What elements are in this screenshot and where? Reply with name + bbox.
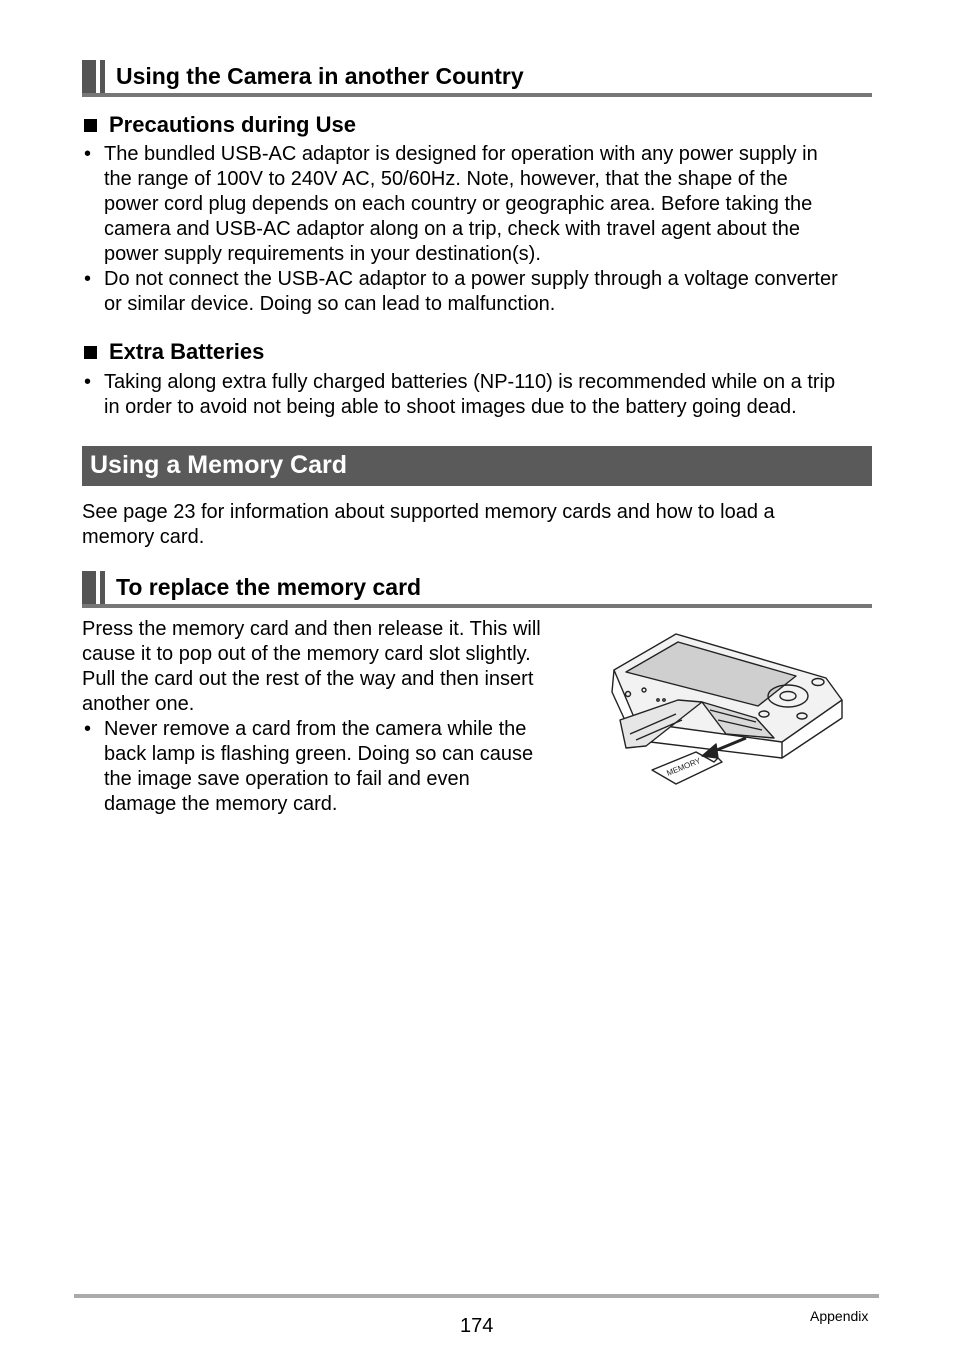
section-banner-memory-card	[82, 446, 872, 486]
text-line: another one.	[82, 693, 195, 715]
text-line: the image save operation to fail and even	[104, 768, 470, 790]
text-line: the range of 100V to 240V AC, 50/60Hz. Note, however, that the shape of the	[104, 168, 788, 190]
banner-title: Using a Memory Card	[90, 451, 348, 479]
text-line: Never remove a card from the camera while the	[104, 718, 527, 740]
bullet-dot: •	[84, 143, 92, 165]
footer-rule	[74, 1294, 879, 1298]
subheading-text: Extra Batteries	[109, 339, 265, 364]
subheading-precautions	[84, 112, 356, 138]
text-line: damage the memory card.	[104, 793, 338, 815]
square-bullet-icon	[84, 346, 97, 359]
heading-bar-marker-thin	[100, 60, 105, 96]
text-line: See page 23 for information about supported memory cards and how to load a	[82, 501, 775, 523]
text-line: power cord plug depends on each country or geographic area. Before taking the	[104, 193, 813, 215]
text-line: power supply requirements in your destination(s).	[104, 243, 541, 265]
text-line: The bundled USB-AC adaptor is designed for operation with any power supply in	[104, 143, 818, 165]
camera-memory-card-illustration	[606, 630, 846, 786]
text-line: in order to avoid not being able to shoot images due to the battery going dead.	[104, 396, 797, 418]
bullet-text	[104, 717, 533, 817]
text-line: memory card.	[82, 526, 205, 548]
subheading-extra-batteries	[84, 339, 264, 365]
text-line: Press the memory card and then release it. This will	[82, 618, 541, 640]
text-line: Taking along extra fully charged batteries (NP-110) is recommended while on a trip	[104, 371, 836, 393]
text-line: cause it to pop out of the memory card slot slightly.	[82, 643, 531, 665]
heading-bar-marker-thin	[100, 571, 105, 607]
heading-bar-marker	[82, 571, 96, 607]
bullet-dot: •	[84, 718, 92, 740]
text-line: Do not connect the USB-AC adaptor to a power supply through a voltage converter	[104, 268, 838, 290]
text-line: or similar device. Doing so can lead to malfunction.	[104, 293, 556, 315]
text-line: camera and USB-AC adaptor along on a trip, check with travel agent about the	[104, 218, 800, 240]
section-title: Using the Camera in another Country	[116, 63, 524, 89]
text-line: back lamp is flashing green. Doing so can cause	[104, 743, 534, 765]
text-line: Pull the card out the rest of the way and then insert	[82, 668, 534, 690]
heading-bar-marker	[82, 60, 96, 96]
subheading-text: Precautions during Use	[109, 112, 356, 137]
replace-card-instructions	[82, 617, 541, 717]
heading-underline	[82, 604, 872, 608]
bullet-text	[104, 267, 838, 317]
memory-card-label: MEMORY	[665, 756, 702, 778]
bullet-text	[104, 370, 835, 420]
memory-card-intro	[82, 500, 775, 550]
bullet-text	[104, 142, 818, 267]
section-title: To replace the memory card	[116, 574, 422, 600]
footer-section-name: Appendix	[810, 1308, 869, 1324]
section-heading-replace-card	[82, 571, 872, 609]
heading-underline	[82, 93, 872, 97]
page-number: 174	[460, 1315, 494, 1337]
section-heading-camera-abroad	[82, 60, 872, 98]
bullet-dot: •	[84, 371, 92, 393]
square-bullet-icon	[84, 119, 97, 132]
bullet-dot: •	[84, 268, 92, 290]
